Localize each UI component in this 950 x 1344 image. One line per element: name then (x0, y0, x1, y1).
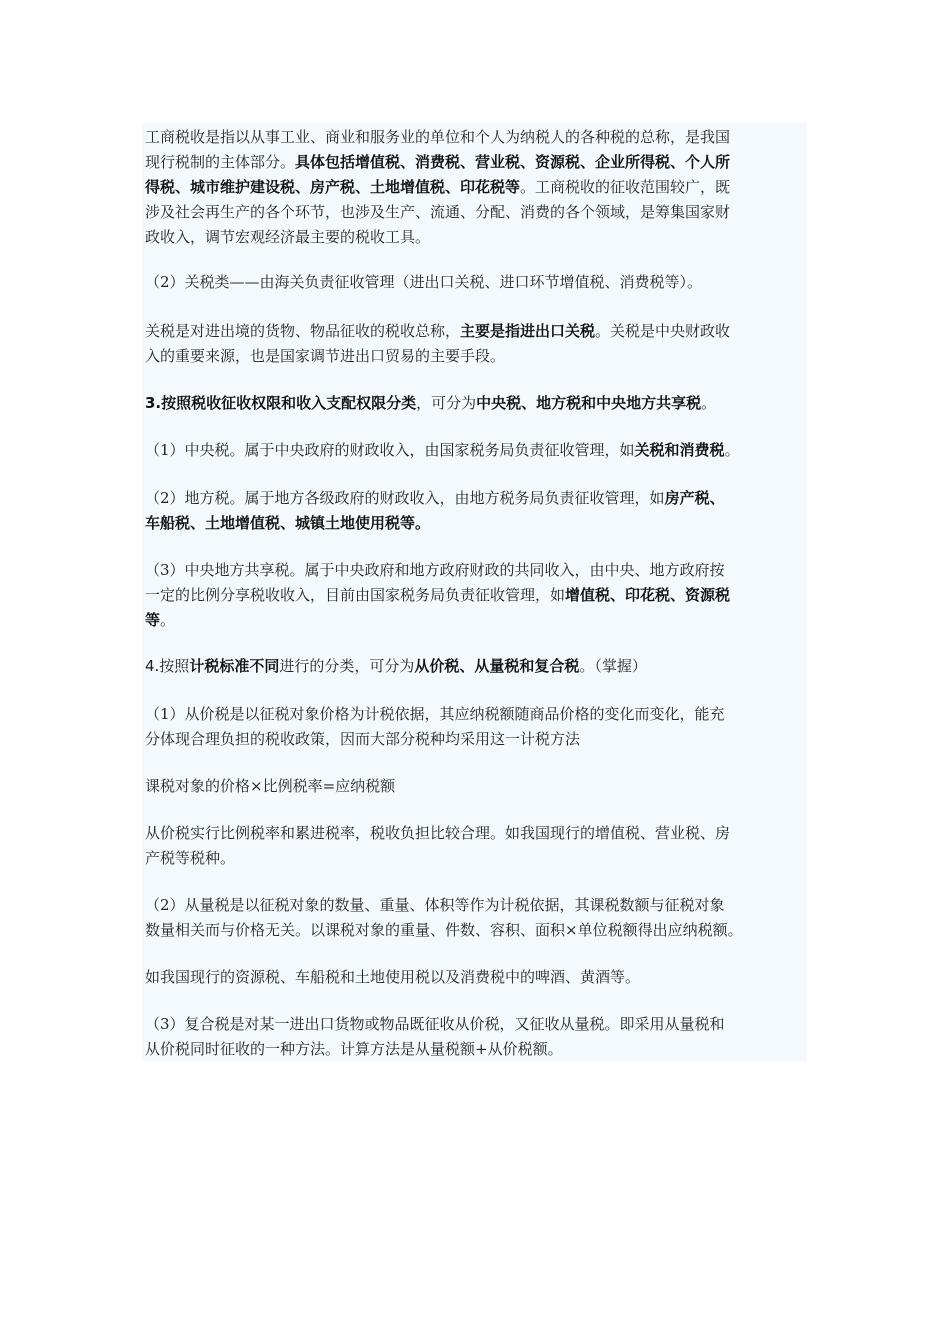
text-run: 关税是对进出境的货物、物品征收的税收总称， (145, 322, 461, 340)
paragraph-customs-tax-heading (145, 270, 805, 295)
paragraph-shared-tax (145, 558, 805, 633)
text-line: 产税等税种。 (145, 849, 236, 867)
bold-text-run: 关税和消费税 (634, 441, 725, 459)
text-line: 如我国现行的资源税、车船税和土地使用税以及消费税中的啤酒、黄酒等。 (145, 968, 641, 986)
text-line (145, 511, 805, 536)
text-line (145, 608, 805, 633)
bold-text-run: 具体包括增值税、消费税、营业税、资源税、企业所得税、个人所 (295, 153, 731, 171)
text-run: （1）中央税。属于中央政府的财政收入，由国家税务局负责征收管理，如 (145, 441, 635, 459)
text-line: 政收入，调节宏观经济最主要的税收工具。 (145, 228, 431, 246)
text-line (145, 438, 805, 463)
bold-text-run: 得税、城市维护建设税、房产税、土地增值税、印花税等 (145, 178, 521, 196)
text-run: 现行税制的主体部分。 (145, 153, 296, 171)
text-line: （1）从价税是以征税对象价格为计税依据，其应纳税额随商品价格的变化而变化，能充 (145, 705, 725, 723)
text-line (145, 583, 805, 608)
text-line: （2）关税类——由海关负责征收管理（进出口关税、进口环节增值税、消费税等）。 (145, 273, 703, 291)
text-run: 4.按照 (145, 657, 190, 675)
text-line (145, 150, 805, 175)
paragraph-compound-tax (145, 1012, 805, 1062)
text-line (145, 486, 805, 511)
text-run: 。工商税收的征收范围较广，既 (520, 178, 731, 196)
text-line: （2）从量税是以征税对象的数量、重量、体积等作为计税依据，其课税数额与征税对象 (145, 896, 725, 914)
text-run: 。 (724, 441, 740, 459)
paragraph-ad-valorem-rates (145, 821, 805, 871)
bold-text-run: 从价税、从量税和复合税 (414, 657, 580, 675)
bold-text-run: 房产税、 (664, 489, 725, 507)
text-line (145, 654, 805, 679)
text-line: 涉及社会再生产的各个环节，也涉及生产、流通、分配、消费的各个领域，是筹集国家财 (145, 203, 731, 221)
text-line: （3）复合税是对某一进出口货物或物品既征收从价税，又征收从量税。即采用从量税和 (145, 1015, 725, 1033)
text-line: （3）中央地方共享税。属于中央政府和地方政府财政的共同收入，由中央、地方政府按 (145, 561, 725, 579)
text-run: 一定的比例分享税收收入，目前由国家税务局负责征收管理，如 (145, 586, 566, 604)
text-line: 从价税同时征收的一种方法。计算方法是从量税额+从价税额。 (145, 1040, 563, 1058)
section-heading-3 (145, 391, 805, 416)
text-run: 。关税是中央财政收 (595, 322, 731, 340)
bold-text-run: 3.按照税收征收权限和收入支配权限分类 (145, 394, 417, 412)
bold-text-run: 等 (145, 611, 161, 629)
bold-text-run: 中央税、地方税和中央地方共享税 (476, 394, 702, 412)
text-line: 工商税收是指以从事工业、商业和服务业的单位和个人为纳税人的各种税的总称，是我国 (145, 128, 731, 146)
section-heading-4 (145, 654, 805, 679)
text-run: 进行的分类，可分为 (279, 657, 415, 675)
text-run: 。 (160, 611, 176, 629)
paragraph-industrial-commercial-tax (145, 125, 805, 250)
text-line: 从价税实行比例税率和累进税率，税收负担比较合理。如我国现行的增值税、营业税、房 (145, 824, 731, 842)
text-run: （2）地方税。属于地方各级政府的财政收入，由地方税务局负责征收管理，如 (145, 489, 665, 507)
bold-text-run: 主要是指进出口关税 (460, 322, 596, 340)
text-line (145, 175, 805, 200)
paragraph-specific-tax (145, 893, 805, 943)
text-line: 课税对象的价格×比例税率=应纳税额 (145, 777, 396, 795)
paragraph-specific-tax-examples (145, 965, 805, 990)
paragraph-central-tax (145, 438, 805, 463)
text-line: 入的重要来源，也是国家调节进出口贸易的主要手段。 (145, 347, 506, 365)
paragraph-ad-valorem-tax (145, 702, 805, 752)
paragraph-local-tax (145, 486, 805, 536)
text-line: 数量相关而与价格无关。以课税对象的重量、件数、容积、面积×单位税额得出应纳税额。 (145, 921, 743, 939)
bold-text-run: 计税标准不同 (189, 657, 280, 675)
document-body (142, 122, 807, 1062)
text-run: 。 (701, 394, 717, 412)
text-line (145, 319, 805, 344)
text-line (145, 391, 805, 416)
text-line: 分体现合理负担的税收政策，因而大部分税种均采用这一计税方法 (145, 730, 581, 748)
bold-text-run: 车船税、土地增值税、城镇土地使用税等。 (145, 514, 431, 532)
paragraph-ad-valorem-formula (145, 774, 805, 799)
text-run: ，可分为 (416, 394, 477, 412)
bold-text-run: 增值税、印花税、资源税 (565, 586, 731, 604)
paragraph-customs-tax (145, 319, 805, 369)
text-run: 。（掌握） (579, 657, 647, 675)
